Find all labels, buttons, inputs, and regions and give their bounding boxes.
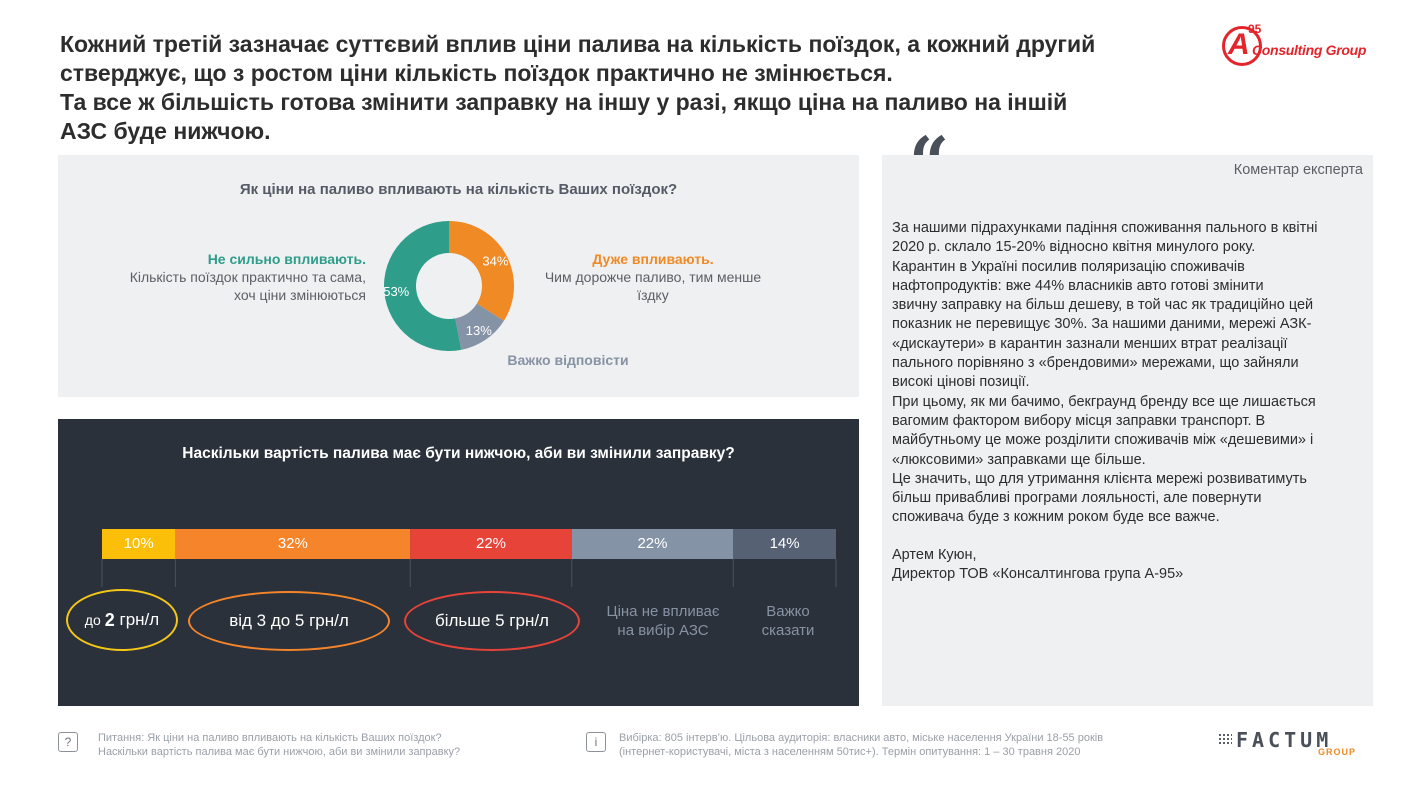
category-1-prefix: до (84, 612, 101, 628)
donut-label-right (528, 250, 778, 304)
expert-comment-text (892, 219, 1358, 528)
expert-comment-heading: Коментар експерта (1233, 162, 1363, 178)
category-3-label: більше 5 грн/л (435, 611, 549, 630)
category-4-line1: Ціна не впливає (606, 603, 720, 620)
bar-value-label: 22% (637, 535, 668, 552)
expert-comment-line: Це значить, що для утримання клієнта мережі розвиватимуть (892, 470, 1307, 487)
category-5-line1: Важко (766, 603, 810, 620)
a95-logo-letter: A (1228, 28, 1250, 61)
stacked-bar-panel (58, 419, 859, 706)
donut-label-right-line2: їздку (637, 287, 669, 303)
footer-question (98, 731, 460, 759)
donut-chart (382, 219, 516, 353)
footer-info-line1: Вибірка: 805 інтерв’ю. Цільова аудиторія: власники авто, міське населення України 18-55 років (619, 732, 1104, 744)
donut-slice (449, 221, 514, 321)
headline (60, 30, 1220, 146)
question-icon: ? (58, 732, 78, 752)
expert-comment-line: «дискаутери» в карантин зазнали менших втрат реалізації (892, 335, 1288, 352)
a95-logo-text: Consulting Group (1252, 42, 1367, 58)
expert-comment-line: пального порівняно з «брендовими» мережами, що зайняли (892, 355, 1299, 372)
category-1-bold: 2 (104, 609, 115, 630)
headline-line-3: Та все ж більшість готова змінити заправку на іншу у разі, якщо ціна на паливо на іншій (60, 89, 1068, 115)
a95-logo (1222, 22, 1367, 72)
donut-label-right-heading: Дуже впливають. (592, 251, 714, 267)
expert-comment-line: нафтопродуктів: вже 44% власників авто готові змінити (892, 277, 1264, 294)
donut-label-left-line2: хоч ціни змінюються (234, 287, 366, 303)
quote-icon: “ (909, 121, 950, 204)
factum-logo-word: FACTUM (1236, 728, 1333, 752)
expert-comment-line: більш привабливі програми лояльності, але повернути (892, 490, 1262, 507)
footer-info-line2: (інтернет-користувачі, міста з населенням 50тис+). Термін опитування: 1 – 30 травня 2020 (619, 746, 1081, 758)
footer-question-line1: Питання: Як ціни на паливо впливають на кількість Ваших поїздок? (98, 732, 442, 744)
category-oval-3-to-5 (188, 591, 390, 651)
donut-value-label: 34% (482, 253, 509, 269)
bar-value-label: 10% (123, 535, 154, 552)
category-oval-up-to-2 (66, 589, 178, 651)
expert-signature-name: Артем Куюн, (892, 547, 977, 563)
expert-comment-line: За нашими підрахунками падіння споживання пального в квітні (892, 220, 1318, 236)
donut-value-label: 53% (383, 283, 410, 299)
expert-comment-line: «люксовими» заправками ще більше. (892, 451, 1146, 468)
expert-comment-line: 2020 р. склало 15-20% відносно квітня минулого року. (892, 239, 1256, 256)
category-1-suffix: грн/л (119, 610, 160, 629)
footer-question-line2: Наскільки вартість палива має бути нижчою, аби ви змінили заправку? (98, 746, 461, 758)
donut-label-left (98, 250, 366, 304)
donut-label-bottom: Важко відповісти (507, 352, 629, 368)
donut-chart-title: Як ціни на паливо впливають на кількість Ваших поїздок? (239, 181, 678, 198)
stacked-bar-chart (58, 419, 859, 706)
category-4-label (593, 602, 733, 640)
expert-comment-line: майбутньому це може розділити споживачів між «дешевими» і (892, 432, 1314, 449)
bar-value-label: 14% (769, 535, 800, 552)
headline-line-4: АЗС буде нижчою. (60, 118, 271, 144)
category-oval-more-than-5 (404, 591, 580, 651)
expert-signature (892, 546, 1183, 585)
donut-label-right-line1: Чим дорожче паливо, тим менше (544, 269, 762, 285)
category-2-label: від 3 до 5 грн/л (229, 611, 349, 630)
info-icon: i (586, 732, 606, 752)
factum-logo-dots (1218, 733, 1232, 745)
bar-value-label: 22% (475, 535, 507, 552)
category-5-line2: сказати (761, 622, 815, 639)
expert-comment-line: вагомим фактором вибору місця заправки транспорт. В (892, 412, 1266, 429)
footer-info (619, 731, 1103, 759)
expert-comment-line: споживача буде з кожним роком буде все важче. (892, 509, 1220, 526)
donut-label-left-heading: Не сильно впливають. (207, 251, 366, 267)
bar-value-label: 32% (277, 535, 308, 552)
expert-comment-line: Карантин в Україні посилив поляризацію споживачів (892, 258, 1245, 275)
factum-logo (1218, 728, 1358, 758)
headline-line-2: стверджує, що з ростом ціни кількість поїздок практично не змінюється. (60, 60, 893, 86)
donut-value-label: 13% (465, 322, 492, 338)
headline-line-1: Кожний третій зазначає суттєвий вплив ціни палива на кількість поїздок, а кожний другий (60, 31, 1096, 57)
factum-logo-group: GROUP (1317, 747, 1356, 757)
category-4-line2: на вибір АЗС (617, 622, 709, 639)
category-5-label (738, 602, 838, 640)
expert-comment-line: звичну заправку на більш дешеву, в той час як традиційно цей (892, 297, 1314, 314)
expert-comment-line: високі цінові позиції. (892, 374, 1030, 391)
expert-comment-line: При цьому, як ми бачимо, бекграунд бренду все ще лишається (892, 393, 1316, 410)
donut-chart-panel (58, 155, 859, 397)
a95-logo-number: 95 (1248, 22, 1262, 36)
donut-label-left-line1: Кількість поїздок практично та сама, (129, 269, 366, 285)
stacked-bar-title: Наскільки вартість палива має бути нижчою, аби ви змінили заправку? (182, 445, 735, 462)
expert-comment-panel (882, 155, 1373, 706)
expert-comment-line: показник не перевищує 30%. За нашими даними, мережі АЗК- (892, 316, 1312, 333)
expert-signature-title: Директор ТОВ «Консалтингова група А-95» (892, 566, 1184, 583)
